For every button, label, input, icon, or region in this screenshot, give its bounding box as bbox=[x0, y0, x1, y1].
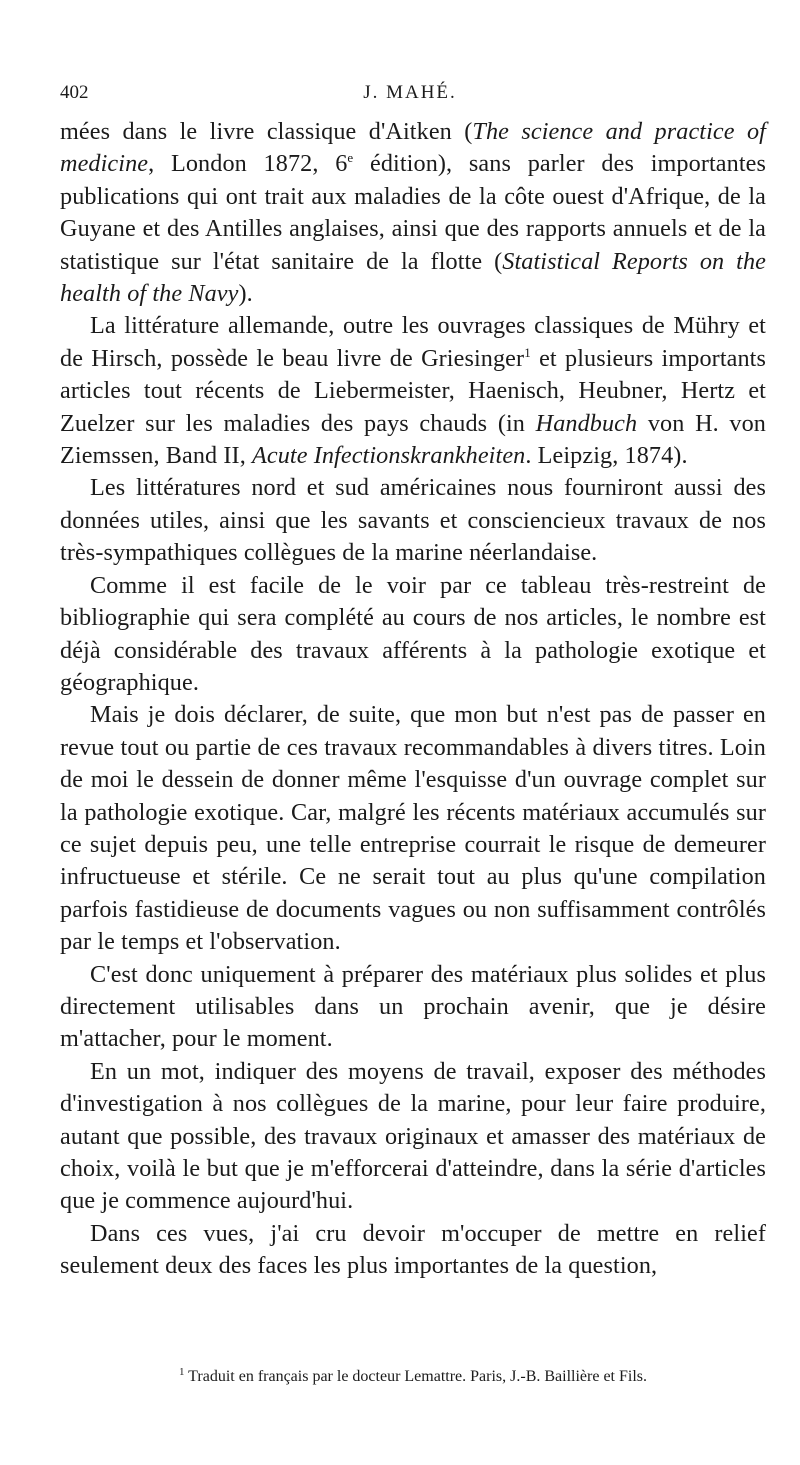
running-title: J. MAHÉ. bbox=[363, 82, 457, 103]
body-text bbox=[60, 116, 766, 1283]
text-run: édition), sans parler des importantes publications qui ont trait aux maladies de la côte ouest d'Afrique, de la Guyane et des Antilles anglaises, ainsi que des rapports annuels et de la statistique sur l'état sanitaire de la flotte ( bbox=[60, 150, 766, 275]
italic-title: Handbuch bbox=[535, 409, 638, 437]
paragraph-8: Dans ces vues, j'ai cru devoir m'occuper de mettre en relief seulement deux des faces les plus importantes de la question, bbox=[60, 1219, 766, 1280]
text-run: von H. von Ziemssen, Band II, bbox=[60, 409, 766, 470]
paragraph-1 bbox=[60, 116, 766, 310]
text-run: mées dans le livre classique d'Aitken ( bbox=[60, 118, 473, 145]
paragraph-7: En un mot, indiquer des moyens de travail, exposer des méthodes d'investigation à nos collègues de la marine, pour leur faire produire, autant que possible, des travaux originaux et amasser des matériaux de choix, voilà le but que je m'efforcerai d'atteindre, dans la série d'articles que je commence aujourd'hui. bbox=[60, 1057, 766, 1215]
page-number: 402 bbox=[60, 82, 89, 103]
paragraph-6: C'est donc uniquement à préparer des matériaux plus solides et plus directement utilisables dans un prochain avenir, que je désire m'attacher, pour le moment. bbox=[60, 960, 766, 1053]
footnote-text: Traduit en français par le docteur Lemattre. Paris, J.-B. Baillière et Fils. bbox=[184, 1368, 648, 1385]
italic-title: Acute Infectionskrankheiten bbox=[252, 442, 526, 470]
text-run: La littérature allemande, outre les ouvrages classiques de Mühry et de Hirsch, possède le beau livre de Griesinger bbox=[60, 312, 766, 372]
paragraph-3: Les littératures nord et sud américaines nous fourniront aussi des données utiles, ainsi que les savants et consciencieux travaux de nos très-sympathiques collègues de la marine néerlandaise. bbox=[60, 474, 766, 567]
superscript: e bbox=[347, 150, 354, 166]
paragraph-2 bbox=[60, 310, 766, 472]
text-run: ). bbox=[238, 280, 253, 308]
footnote-mark: 1 bbox=[178, 1366, 185, 1378]
text-run: , London 1872, 6 bbox=[148, 150, 348, 178]
italic-title: The science and practice of medicine bbox=[60, 118, 766, 178]
running-header bbox=[60, 82, 760, 106]
paragraph-5: Mais je dois déclarer, de suite, que mon but n'est pas de passer en revue tout ou partie de ces travaux recommandables à divers titres. Loin de moi le dessein de donner même l'esquisse d'un ouvrage complet sur la pathologie exotique. Car, malgré les récents matériaux accumulés sur ce sujet depuis peu, une telle entreprise courrait le risque de demeurer infructueuse et stérile. Ce ne serait tout au plus qu'une compilation parfois fastidieuse de documents vagues ou non suffisamment contrôlés par le temps et l'observation. bbox=[60, 701, 766, 956]
italic-title: Statistical Reports on the health of the Navy bbox=[60, 247, 766, 308]
text-run: et plusieurs importants articles tout récents de Liebermeister, Haenisch, Heubner, Hertz et Zuelzer sur les maladies des pays chauds (in bbox=[60, 344, 766, 437]
footnote-marker: 1 bbox=[524, 344, 531, 360]
footnote bbox=[60, 1366, 766, 1388]
text-run: . Leipzig, 1874). bbox=[525, 442, 688, 470]
paragraph-4: Comme il est facile de le voir par ce tableau très-restreint de bibliographie qui sera complété au cours de nos articles, le nombre est déjà considérable des travaux afférents à la pathologie exotique et géographique. bbox=[60, 571, 766, 696]
